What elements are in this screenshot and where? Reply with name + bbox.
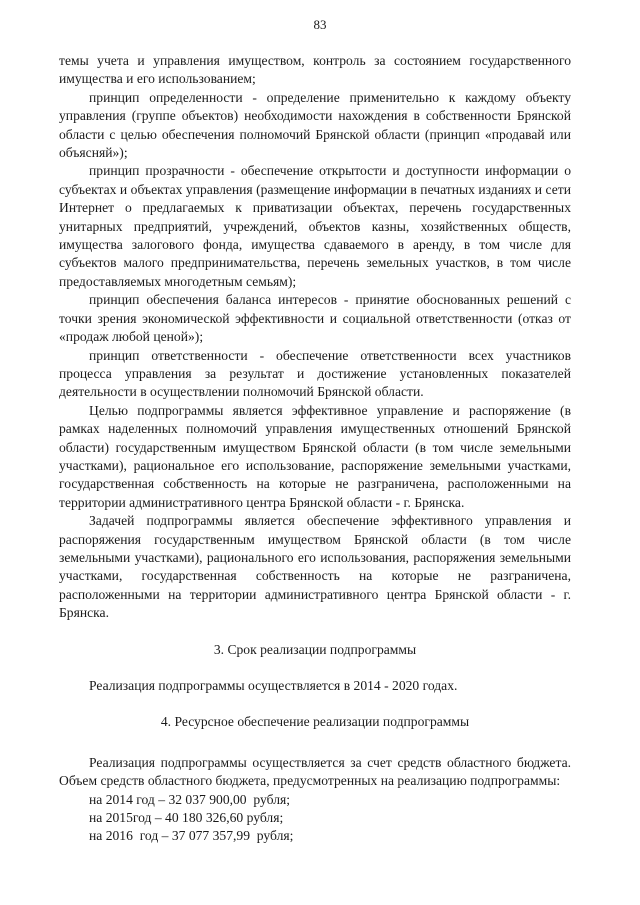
paragraph-continuation: темы учета и управления имуществом, контроль за состоянием государственного имущества и его использованием;	[59, 53, 571, 87]
page-number: 83	[313, 17, 327, 32]
section-4-heading: 4. Ресурсное обеспечение реализации подпрограммы	[160, 714, 470, 730]
paragraph-responsibility-principle: принцип ответственности - обеспечение ответственности всех участников процесса управления за результат и достижение установленных показателей деятельности в осуществлении полномочий Брянской области.	[59, 347, 571, 400]
paragraph-subprogram-goal: Целью подпрограммы является эффективное управление и распоряжение (в рамках наделенных полномочий управления имущественных отношений Брянской области) государственным имуществом Брянской области (в том числе земельными участками), рациональное его использование, распоряжение земельными участками, государственная собственность на которые не разграничена, расположенными на территории административного центра Брянской области - г. Брянска.	[59, 402, 571, 510]
paragraph-transparency-principle: принцип прозрачности - обеспечение открытости и доступности информации о субъектах и объектах управления (размещение информации в печатных изданиях и сети Интернет о предлагаемых к приватизации объектах, перечень государственных унитарных предприятий, учреждений, объектов казны, хозяйственных обществ, имущества залогового фонда, имущества сдаваемого в аренду, в том числе для субъектов малого предпринимательства, перечень земельных участков, в том числе предоставляемых многодетным семьям);	[59, 163, 571, 289]
paragraph-subprogram-task: Задачей подпрограммы является обеспечение эффективного управления и распоряжения государственным имуществом Брянской области (в том числе земельными участками), рационального его использования, распоряжения земельными участками, государственная собственность на которые не разграничена, расположенными на территории административного центра Брянской области - г. Брянска.	[59, 513, 571, 621]
section-3-heading: 3. Срок реализации подпрограммы	[213, 641, 417, 657]
section-3-text: Реализация подпрограммы осуществляется в 2014 - 2020 годах.	[89, 678, 458, 693]
section-4-text: Реализация подпрограммы осуществляется за счет средств областного бюджета. Объем средств областного бюджета, предусмотренных на реализацию подпрограммы:	[59, 754, 571, 789]
budget-line-2016: на 2016 год – 37 077 357,99 рубля;	[89, 828, 294, 844]
paragraph-balance-principle: принцип обеспечения баланса интересов - принятие обоснованных решений с точки зрения экономической эффективности и социальной ответственности (отказ от «продаж любой ценой»);	[59, 292, 571, 345]
document-body	[59, 52, 571, 846]
paragraph-certainty-principle: принцип определенности - определение применительно к каждому объекту управления (группе объектов) необходимости нахождения в собственности Брянской области с целью обеспечения полномочий Брянской области (принцип «продавай или объясняй»);	[59, 89, 571, 161]
budget-line-2014: на 2014 год – 32 037 900,00 рубля;	[89, 791, 291, 807]
budget-line-2015: на 2015год – 40 180 326,60 рубля;	[89, 810, 284, 826]
